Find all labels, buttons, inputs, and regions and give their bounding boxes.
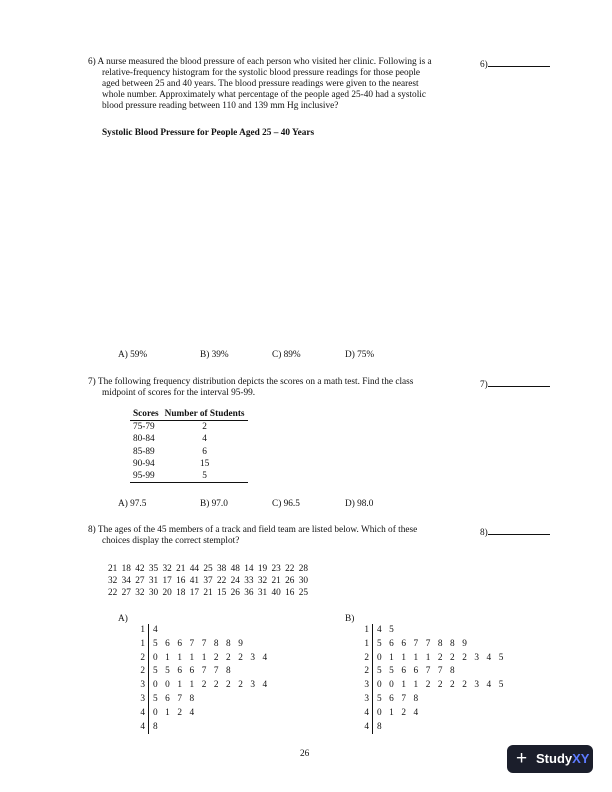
q7-frequency-table (130, 409, 248, 483)
table-row (130, 470, 248, 483)
studyxy-badge[interactable] (507, 745, 593, 773)
q8-answer-blank[interactable] (480, 525, 550, 538)
q8-stemplot-b (357, 624, 506, 734)
table-row (130, 446, 248, 458)
q7-line-2: midpoint of scores for the interval 95-99. (102, 388, 256, 398)
stem-value: 4 (140, 721, 145, 732)
q6-choice-c[interactable]: C) 89% (272, 350, 301, 360)
table-header-row (130, 409, 248, 421)
q8-option-b-label[interactable]: B) (345, 614, 355, 624)
q6-line-5: blood pressure reading between 110 and 139 mm Hg inclusive? (102, 101, 339, 111)
stem-value: 3 (140, 693, 145, 704)
leaf-values: 0 1 2 4 (372, 707, 421, 721)
table-row (130, 433, 248, 445)
stemplot-row (133, 707, 270, 721)
header-students: Number of Students (162, 409, 248, 421)
q6-line-1: 6) A nurse measured the blood pressure of each person who visited her clinic. Following is a (88, 57, 432, 67)
stemplot-row (133, 638, 270, 652)
q6-line-3: aged between 25 and 40 years. The blood pressure readings were given to the nearest (102, 79, 419, 89)
page-number: 26 (300, 749, 310, 759)
stemplot-row (357, 624, 506, 638)
stemplot-row (133, 721, 270, 735)
stemplot-row (357, 707, 506, 721)
stemplot-row (133, 679, 270, 693)
stemplot-row (357, 665, 506, 679)
q7-choice-b[interactable]: B) 97.0 (200, 499, 228, 509)
leaf-values: 0 1 1 1 1 2 2 2 3 4 (148, 652, 270, 666)
stem-value: 1 (364, 638, 369, 649)
stem-value: 1 (140, 638, 145, 649)
table-cell-score: 90-94 (133, 458, 155, 469)
table-row (130, 421, 248, 434)
leaf-values: 5 6 7 8 (148, 693, 197, 707)
ages-row: 32 34 27 31 17 16 41 37 22 24 33 32 21 26 30 (108, 576, 308, 586)
leaf-values: 8 (372, 721, 384, 735)
leaf-values: 0 0 1 1 2 2 2 2 3 4 5 (372, 679, 506, 693)
stem-value: 4 (364, 707, 369, 718)
leaf-values: 0 0 1 1 2 2 2 2 3 4 (148, 679, 270, 693)
q8-stemplot-a (133, 624, 270, 734)
q8-answer-label: 8) (480, 528, 488, 538)
stem-value: 1 (364, 625, 369, 635)
q6-answer-blank[interactable] (480, 57, 550, 70)
q8-line-2: choices display the correct stemplot? (102, 536, 240, 546)
table-cell-score: 80-84 (133, 434, 155, 445)
sparkle-icon: + (516, 748, 528, 769)
stemplot-row (133, 665, 270, 679)
q7-choice-a[interactable]: A) 97.5 (118, 499, 147, 509)
stem-value: 3 (364, 680, 369, 691)
stem-value: 4 (140, 707, 145, 718)
leaf-values: 5 5 6 6 7 7 8 (148, 665, 233, 679)
stemplot-row (357, 721, 506, 735)
leaf-values: 4 (148, 624, 160, 638)
q6-choice-a[interactable]: A) 59% (118, 350, 148, 360)
brand-accent: XY (572, 751, 590, 766)
q6-choice-d[interactable]: D) 75% (345, 350, 375, 360)
stem-value: 2 (364, 652, 369, 663)
q7-choice-c[interactable]: C) 96.5 (272, 499, 300, 509)
stemplot-row (357, 679, 506, 693)
q7-answer-blank[interactable] (480, 377, 550, 390)
brand-main: Study (536, 751, 573, 766)
stemplot-row (133, 652, 270, 666)
q6-choice-b[interactable]: B) 39% (200, 350, 229, 360)
table-cell-score: 85-89 (133, 446, 155, 457)
stem-value: 2 (364, 666, 369, 677)
ages-row: 21 18 42 35 32 21 44 25 38 48 14 19 23 22 28 (108, 564, 308, 574)
table-cell-score: 75-79 (133, 422, 155, 432)
stemplot-row (357, 638, 506, 652)
leaf-values: 5 6 7 8 (372, 693, 421, 707)
q7-line-1: 7) The following frequency distribution depicts the scores on a math test. Find the class (88, 377, 414, 387)
table-cell-score: 95-99 (130, 470, 162, 483)
q6-text (88, 57, 478, 112)
stemplot-row (133, 693, 270, 707)
stem-value: 2 (140, 652, 145, 663)
header-scores: Scores (130, 409, 162, 421)
stemplot-row (357, 693, 506, 707)
table-cell-count: 4 (202, 434, 207, 445)
table-row (130, 458, 248, 470)
stem-value: 2 (140, 666, 145, 677)
leaf-values: 5 5 6 6 7 7 8 (372, 665, 457, 679)
table-cell-count: 5 (162, 470, 248, 483)
q7-text (88, 377, 478, 399)
leaf-values: 0 1 2 4 (148, 707, 197, 721)
q8-text (88, 525, 478, 547)
q8-option-a-label[interactable]: A) (118, 614, 128, 624)
q6-line-2: relative-frequency histogram for the systolic blood pressure readings for those people (102, 68, 421, 78)
q7-choice-d[interactable]: D) 98.0 (345, 499, 374, 509)
q8-line-1: 8) The ages of the 45 members of a track and field team are listed below. Which of these (88, 525, 418, 535)
stem-value: 3 (140, 680, 145, 691)
table-cell-count: 6 (202, 446, 207, 457)
table-cell-count: 15 (199, 458, 210, 469)
stem-value: 4 (364, 721, 369, 732)
leaf-values: 5 6 6 7 7 8 8 9 (372, 638, 469, 652)
stem-value: 3 (364, 693, 369, 704)
q6-chart-title: Systolic Blood Pressure for People Aged 25 – 40 Years (102, 128, 315, 138)
q7-answer-label: 7) (480, 380, 488, 390)
leaf-values: 0 1 1 1 1 2 2 2 3 4 5 (372, 652, 506, 666)
q8-ages-list (108, 563, 308, 599)
brand-name (536, 745, 589, 773)
stem-value: 1 (140, 625, 145, 635)
stemplot-row (133, 624, 270, 638)
q6-answer-label: 6) (480, 60, 488, 70)
table-cell-count: 2 (202, 422, 207, 432)
leaf-values: 5 6 6 7 7 8 8 9 (148, 638, 245, 652)
stemplot-row (357, 652, 506, 666)
leaf-values: 4 5 (372, 624, 396, 638)
ages-row: 22 27 32 30 20 18 17 21 15 26 36 31 40 16 25 (108, 588, 308, 598)
leaf-values: 8 (148, 721, 160, 735)
q6-line-4: whole number. Approximately what percentage of the people aged 25-40 had a systolic (102, 90, 427, 100)
